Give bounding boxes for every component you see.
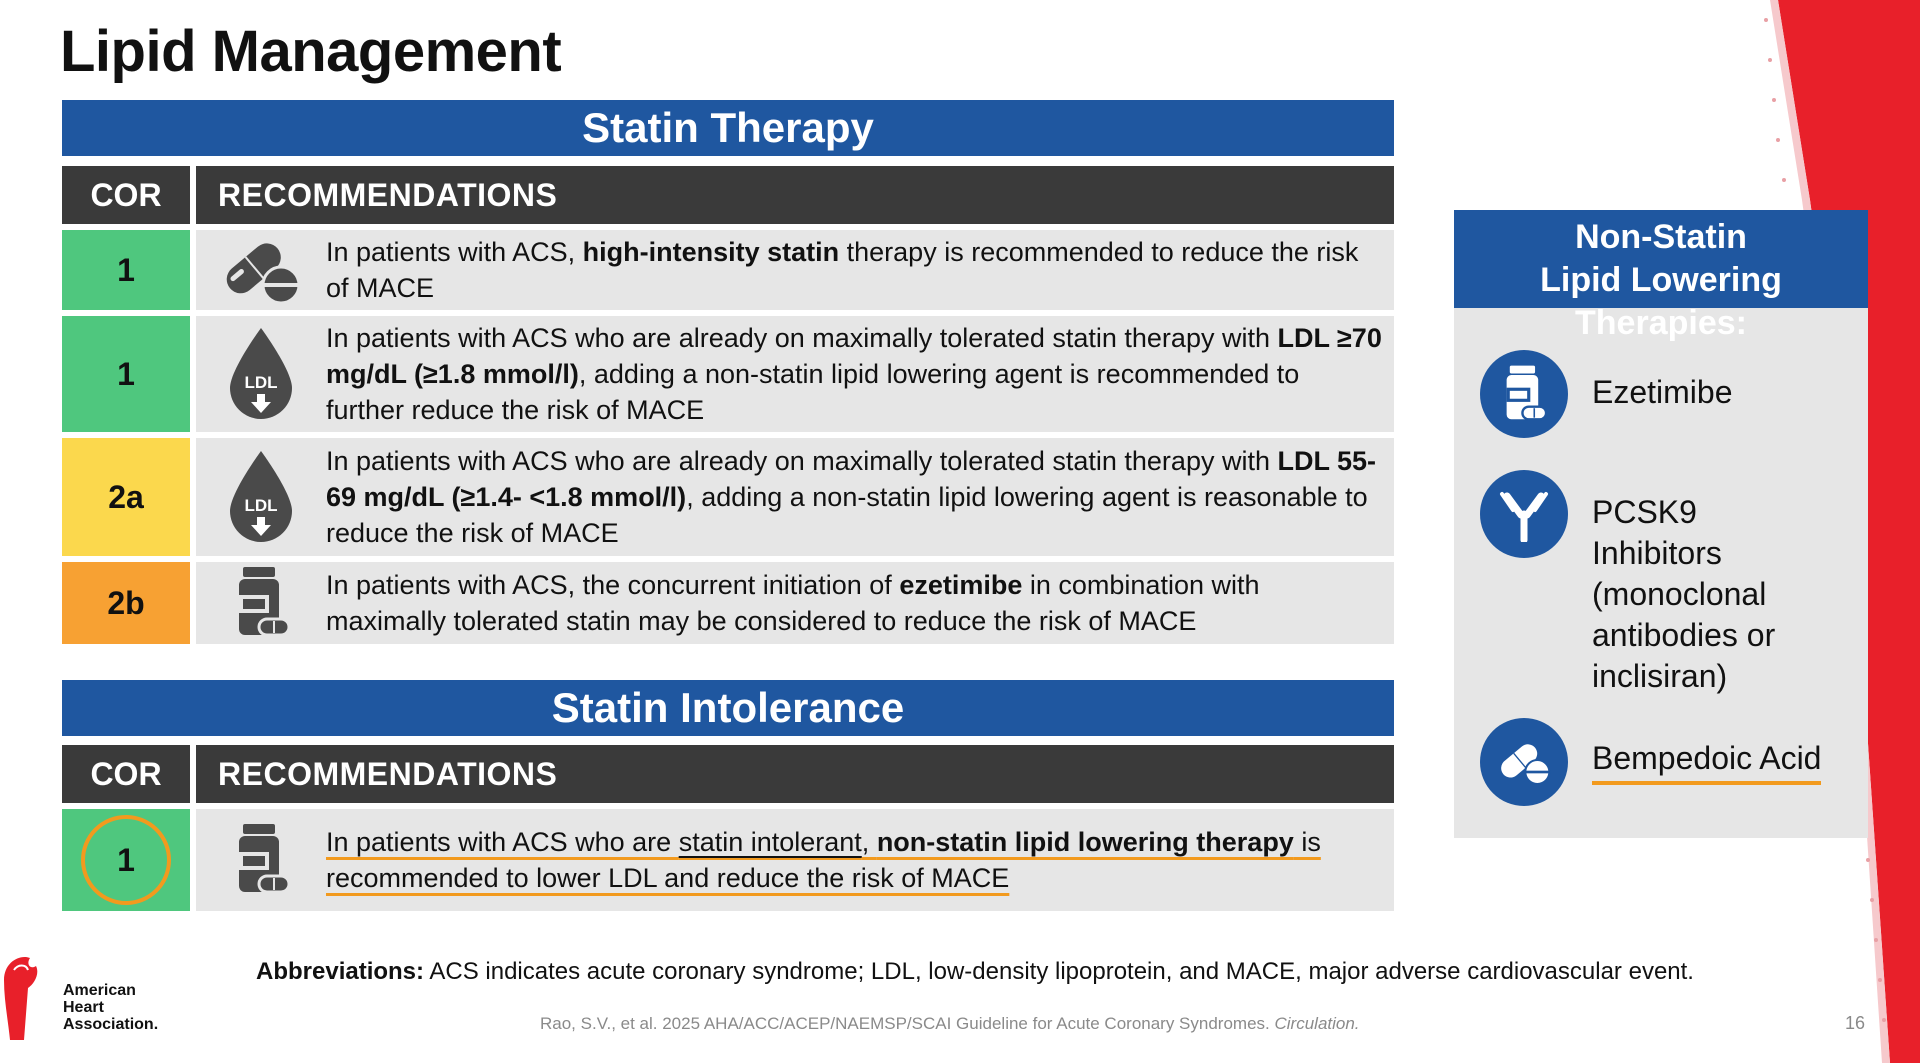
recommendation-text: In patients with ACS who are statin intolerant, non-statin lipid lowering therapy is recommended to lower LDL and reduce the risk of MACE [326,827,1321,893]
non-statin-item-ezetimibe [1480,350,1733,438]
pill-capsule-icon [196,233,326,307]
page-number: 16 [1845,1013,1866,1033]
table-row [62,438,1394,556]
cor-cell [62,809,190,911]
pill-bottle-icon [196,822,326,898]
cor-column-label: COR [62,166,190,224]
non-statin-item-bempedoic [1480,718,1821,806]
ldl-drop-icon [196,449,326,545]
slide-title: Lipid Management [60,19,562,84]
recommendation-text: In patients with ACS who are already on maximally tolerated statin therapy with LDL ≥70 mg/dL (≥1.8 mmol/l), adding a non-statin lipid lowering agent is recommended to further reduce the risk of MACE [326,323,1382,425]
recommendations-column-label: RECOMMENDATIONS [196,166,1394,224]
cor-value: 1 [117,841,135,878]
svg-text:LDL: LDL [244,496,278,515]
abbreviations-note: Abbreviations: ACS indicates acute coronary syndrome; LDL, low-density lipoprotein, and MACE, major adverse cardiovascular event. [256,958,1694,985]
pill-bottle-icon [196,565,326,641]
highlight-ring [81,815,171,905]
recommendation-text: In patients with ACS, high-intensity statin therapy is recommended to reduce the risk of MACE [326,237,1359,303]
cor-cell: 1 [62,230,190,310]
cor-cell: 1 [62,316,190,432]
table-row [62,230,1394,310]
statin-therapy-column-header [62,166,1394,224]
non-statin-panel [1454,210,1868,838]
ldl-drop-icon [196,326,326,422]
recommendation-text: In patients with ACS who are already on maximally tolerated statin therapy with LDL 55-69 mg/dL (≥1.4- <1.8 mmol/l), adding a non-statin lipid lowering agent is reasonable to reduce the risk of MACE [326,446,1377,548]
pill-bottle-icon [1480,350,1568,438]
recommendation-text: In patients with ACS, the concurrent initiation of ezetimibe in combination with maximally tolerated statin may be considered to reduce the risk of MACE [326,570,1260,636]
table-row [62,809,1394,911]
non-statin-label: Bempedoic Acid [1592,738,1821,785]
cor-cell: 2a [62,438,190,556]
cor-column-label: COR [62,745,190,803]
non-statin-label: Ezetimibe [1592,374,1733,410]
statin-intolerance-column-header [62,745,1394,803]
non-statin-label: PCSK9 Inhibitors (monoclonal antibodies or inclisiran) [1592,494,1776,694]
aha-wordmark: American Heart Association. [63,982,159,1033]
table-row [62,316,1394,432]
antibody-icon [1480,470,1568,558]
table-row [62,562,1394,644]
citation: Rao, S.V., et al. 2025 AHA/ACC/ACEP/NAEMSP/SCAI Guideline for Acute Coronary Syndromes. Circulation. [540,1014,1360,1033]
recommendations-column-label: RECOMMENDATIONS [196,745,1394,803]
statin-intolerance-header: Statin Intolerance [62,680,1394,736]
non-statin-header: Non-Statin Lipid Lowering Therapies: [1454,210,1868,308]
cor-cell: 2b [62,562,190,644]
statin-therapy-header: Statin Therapy [62,100,1394,156]
pill-capsule-icon [1480,718,1568,806]
non-statin-item-pcsk9 [1480,470,1832,697]
svg-text:LDL: LDL [244,373,278,392]
